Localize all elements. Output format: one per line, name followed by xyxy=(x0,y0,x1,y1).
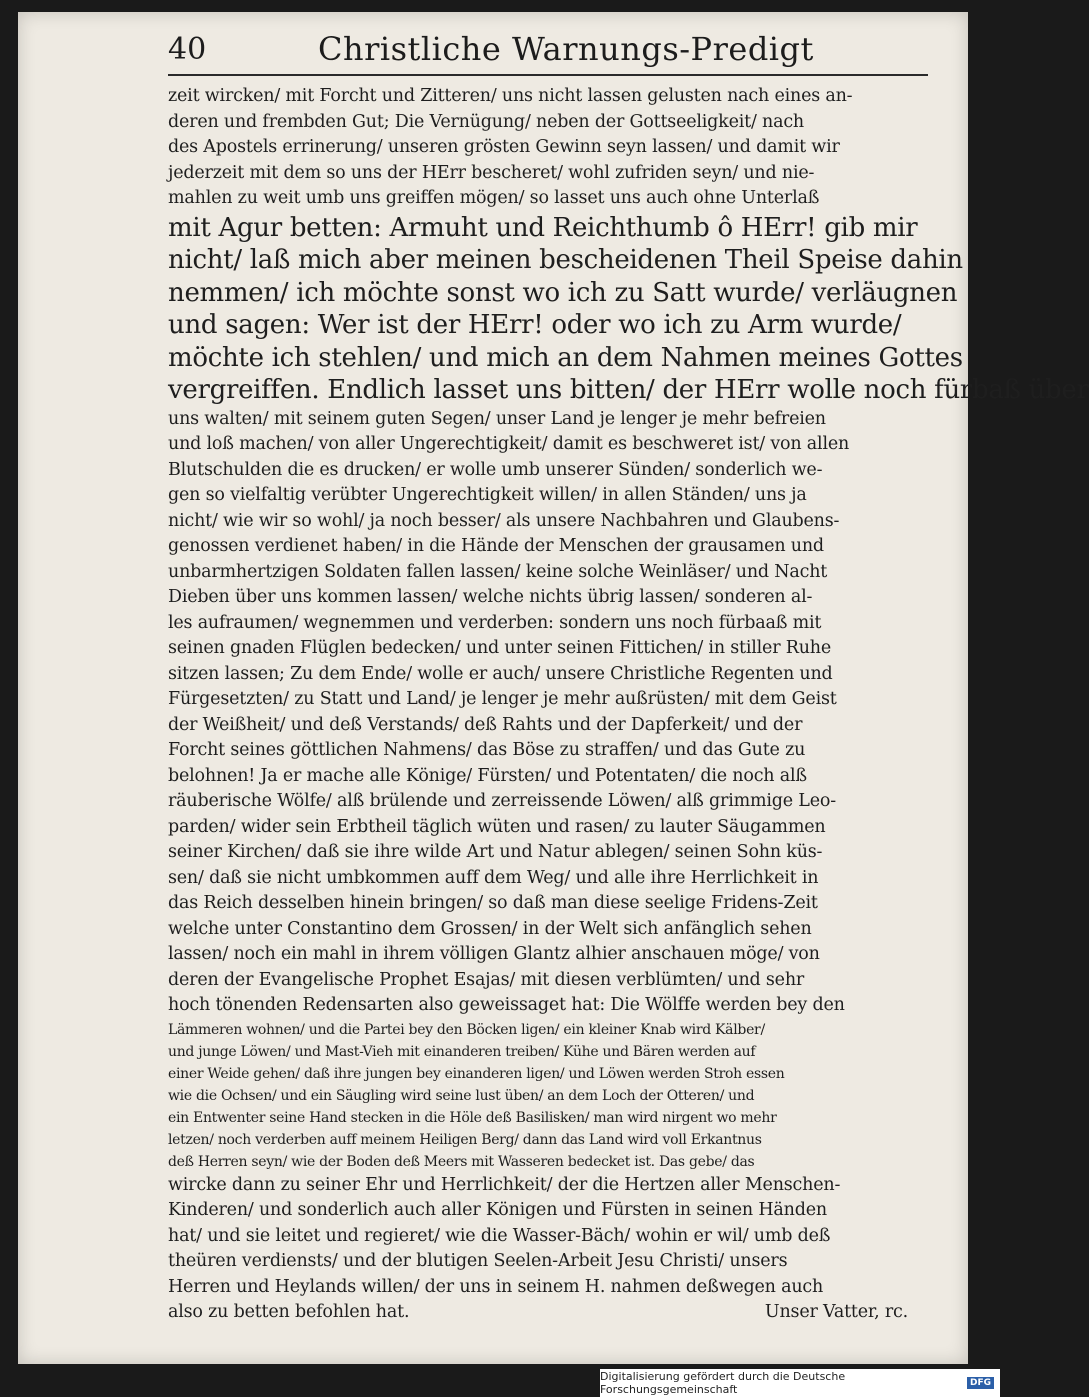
text-line: der Weißheit/ und deß Verstands/ deß Rahts und der Dapferkeit/ und der xyxy=(168,714,803,735)
text-line: parden/ wider sein Erbtheil täglich wüten und rasen/ zu lauter Säugammen xyxy=(168,816,826,837)
text-line: deß Herren seyn/ wie der Boden deß Meers mit Wasseren bedecket ist. Das gebe/ das xyxy=(168,1153,755,1170)
text-line: und loß machen/ von aller Ungerechtigkeit/ damit es beschweret ist/ von allen xyxy=(168,434,850,454)
text-line: nicht/ wie wir so wohl/ ja noch besser/ als unsere Nachbahren und Glaubens- xyxy=(168,510,840,531)
text-line: welche unter Constantino dem Grossen/ in der Welt sich anfänglich sehen xyxy=(168,918,812,939)
text-line: mahlen zu weit umb uns greiffen mögen/ so lasset uns auch ohne Unterlaß xyxy=(168,188,820,208)
text-line: sitzen lassen; Zu dem Ende/ wolle er auch/ unsere Christliche Regenten und xyxy=(168,663,833,684)
text-line: seinen gnaden Flüglen bedecken/ und unter seinen Fittichen/ in stiller Ruhe xyxy=(168,638,832,658)
text-line: zeit wircken/ mit Forcht und Zitteren/ uns nicht lassen gelusten nach eines an- xyxy=(168,86,853,106)
text-line: Herren und Heylands willen/ der uns in seinem H. nahmen deßwegen auch xyxy=(168,1276,824,1297)
text-line: mit Agur betten: Armuht und Reichthumb ô HErr! gib mir xyxy=(168,212,918,243)
text-line: jederzeit mit dem so uns der HErr bescheret/ wohl zufriden seyn/ und nie- xyxy=(168,162,815,183)
text-line: lassen/ noch ein mahl in ihrem völligen Glantz alhier anschauen möge/ von xyxy=(168,944,820,964)
dfg-logo: DFG xyxy=(967,1377,994,1389)
text-line: gen so vielfaltig verübter Ungerechtigkeit willen/ in allen Ständen/ uns ja xyxy=(168,485,807,505)
text-line: uns walten/ mit seinem guten Segen/ unser Land je lenger je mehr befreien xyxy=(168,408,826,429)
text-line-content: also zu betten befohlen hat. xyxy=(168,1302,410,1322)
footer-note: Digitalisierung gefördert durch die Deutsche Forschungsgemeinschaft xyxy=(600,1370,846,1396)
text-line: genossen verdienet haben/ in die Hände der Menschen der grausamen und xyxy=(168,536,824,556)
text-line: möchte ich stehlen/ und mich an dem Nahmen meines Gottes xyxy=(168,342,963,373)
text-line: deren und frembden Gut; Die Vernügung/ neben der Gottseeligkeit/ nach xyxy=(168,111,804,132)
text-line: Forcht seines göttlichen Nahmens/ das Böse zu straffen/ und das Gute zu xyxy=(168,740,806,760)
book-page xyxy=(18,12,1089,1364)
text-line: Kinderen/ und sonderlich auch aller Königen und Fürsten in seinen Händen xyxy=(168,1200,827,1220)
running-title: Christliche Warnungs-Predigt xyxy=(318,30,814,68)
text-line: Lämmeren wohnen/ und die Partei bey den Böcken ligen/ ein kleiner Knab wird Kälber/ xyxy=(168,1021,765,1038)
header-rule xyxy=(168,74,928,76)
text-line: belohnen! Ja er mache alle Könige/ Fürsten/ und Potentaten/ die noch alß xyxy=(168,765,807,786)
text-line: wircke dann zu seiner Ehr und Herrlichkeit/ der die Hertzen aller Menschen- xyxy=(168,1174,841,1195)
text-line: das Reich desselben hinein bringen/ so daß man diese seelige Fridens-Zeit xyxy=(168,893,818,913)
text-line: unbarmhertzigen Soldaten fallen lassen/ keine solche Weinläser/ und Nacht xyxy=(168,561,828,582)
text-line xyxy=(168,1300,928,1326)
text-line: nemmen/ ich möchte sonst wo ich zu Satt wurde/ verläugnen xyxy=(168,277,958,308)
page-number: 40 xyxy=(168,32,207,67)
digitization-footer xyxy=(600,1369,1000,1397)
text-line: letzen/ noch verderben auff meinem Heiligen Berg/ dann das Land wird voll Erkantnus xyxy=(168,1131,762,1148)
body-text xyxy=(168,84,1089,1326)
text-line: ein Entwenter seine Hand stecken in die Höle deß Basilisken/ man wird nirgent wo mehr xyxy=(168,1109,777,1126)
text-line: theüren verdiensts/ und der blutigen Seelen-Arbeit Jesu Christi/ unsers xyxy=(168,1251,788,1271)
text-line: deren der Evangelische Prophet Esajas/ mit diesen verblümten/ und sehr xyxy=(168,969,805,990)
text-line: räuberische Wölfe/ alß brülende und zerreissende Löwen/ alß grimmige Leo- xyxy=(168,791,836,811)
text-line: nicht/ laß mich aber meinen bescheidenen Theil Speise dahin xyxy=(168,245,963,275)
text-line: vergreiffen. Endlich lasset uns bitten/ der HErr wolle noch fürbaß über xyxy=(168,375,1089,405)
text-line: seiner Kirchen/ daß sie ihre wilde Art und Natur ablegen/ seinen Sohn küs- xyxy=(168,842,823,862)
text-line: Dieben über uns kommen lassen/ welche nichts übrig lassen/ sonderen al- xyxy=(168,587,813,607)
text-line: les aufraumen/ wegnemmen und verderben: sondern uns noch fürbaaß mit xyxy=(168,612,822,633)
text-line: hat/ und sie leitet und regieret/ wie die Wasser-Bäch/ wohin er wil/ umb deß xyxy=(168,1225,831,1246)
page-header xyxy=(168,26,928,70)
text-line: Blutschulden die es drucken/ er wolle umb unserer Sünden/ sonderlich we- xyxy=(168,459,823,480)
text-line: einer Weide gehen/ daß ihre jungen bey einanderen ligen/ und Löwen werden Stroh essen xyxy=(168,1065,785,1082)
catchword: Unser Vatter, rc. xyxy=(764,1302,908,1322)
text-line: des Apostels errinerung/ unseren grösten Gewinn seyn lassen/ und damit wir xyxy=(168,137,840,157)
text-line: wie die Ochsen/ und ein Säugling wird seine lust üben/ an dem Loch der Otteren/ und xyxy=(168,1087,755,1104)
text-line: und junge Löwen/ und Mast-Vieh mit einanderen treiben/ Kühe und Bären werden auf xyxy=(168,1043,756,1060)
text-line: hoch tönenden Redensarten also geweissaget hat: Die Wölffe werden bey den xyxy=(168,995,845,1015)
text-line: sen/ daß sie nicht umbkommen auff dem Weg/ und alle ihre Herrlichkeit in xyxy=(168,867,819,888)
text-line: Fürgesetzten/ zu Statt und Land/ je lenger je mehr außrüsten/ mit dem Geist xyxy=(168,689,837,709)
text-line: und sagen: Wer ist der HErr! oder wo ich zu Arm wurde/ xyxy=(168,310,902,340)
